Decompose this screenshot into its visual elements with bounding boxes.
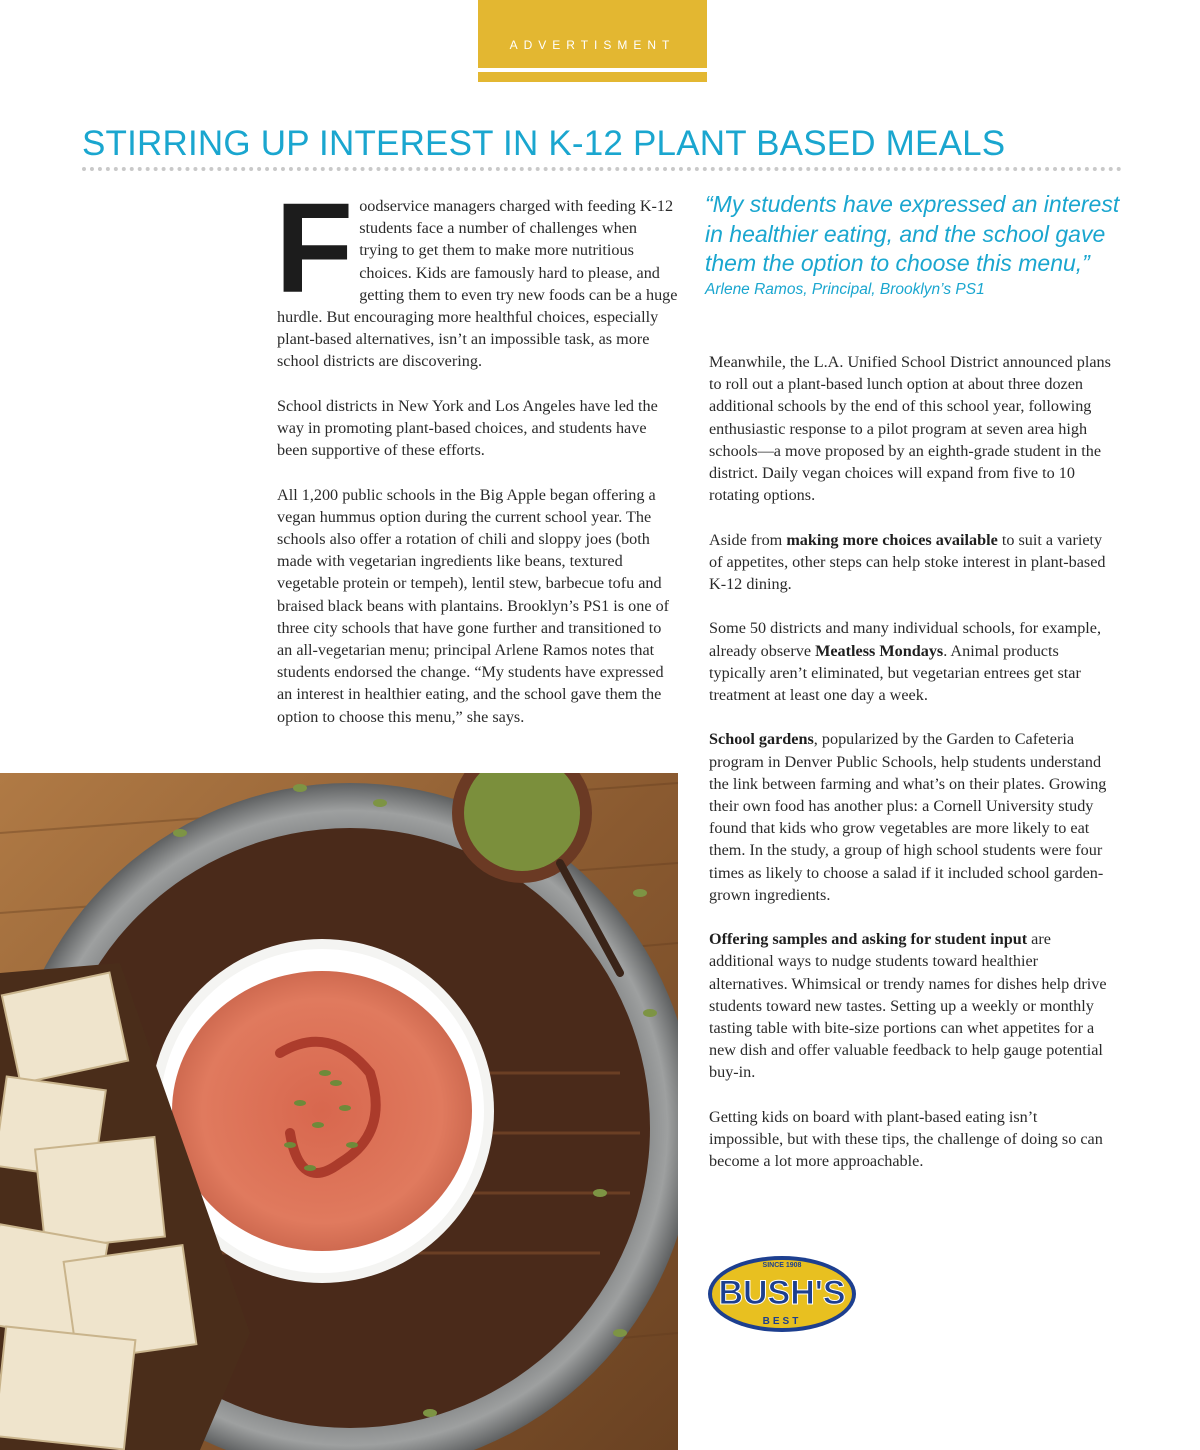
paragraph-5-rest: to suit a variety of appetites, other steps can help stoke interest in plant-based K-12 dining. <box>709 530 1106 594</box>
highlight-samples: Offering samples and asking for student input <box>709 930 1028 949</box>
pull-quote-attribution: Arlene Ramos, Principal, Brooklyn’s PS1 <box>705 280 985 298</box>
advertisement-label: ADVERTISMENT <box>509 38 676 52</box>
paragraph-8-rest: are additional ways to nudge students toward healthier alternatives. Whimsical or trendy names for dishes help drive students toward new tastes. Setting up a weekly or monthly tasting table with bite-size portions can whet appetites for a new dish and offer valuable feedback to help gauge potential buy-in. <box>709 930 1107 1082</box>
body-paragraph-3: All 1,200 public schools in the Big Apple began offering a vegan hummus option during the current school year. The schools also offer a rotation of chili and sloppy joes (both made with vegetarian ingredients like beans, textured vegetable protein or tempeh), lentil stew, barbecue tofu and braised black beans with plantains. Brooklyn’s PS1 is one of three city schools that have gone further and transitioned to an all-vegetarian menu; principal Arlene Ramos notes that students endorsed the change. “My students have expressed an interest in healthier eating, and the school gave them the option to choose this menu,” she says. <box>277 485 670 726</box>
advertisement-tab-rule <box>478 68 707 72</box>
article-headline: STIRRING UP INTEREST IN K-12 PLANT BASED MEALS <box>82 124 1006 163</box>
body-paragraph-8 <box>709 928 1113 1083</box>
hummus-photo <box>0 773 678 1450</box>
body-paragraph-9: Getting kids on board with plant-based eating isn’t impossible, but with these tips, the challenge of doing so can become a lot more approachable. <box>709 1107 1103 1171</box>
left-column <box>275 177 679 750</box>
advertisement-tab <box>478 0 707 82</box>
paragraph-6-rest: . Animal products typically aren’t eliminated, but vegetarian entrees get star treatment at least one day a week. <box>709 641 1081 705</box>
paragraph-7-rest: , popularized by the Garden to Cafeteria program in Denver Public Schools, help students understand the link between farming and what’s on their plates. Growing their own food has another plus: a Cornell University study found that kids who grow vegetables are more likely to eat them. In the study, a group of high school students were four times as likely to choose a salad if it included school garden-grown ingredients. <box>709 730 1107 904</box>
body-paragraph-7 <box>709 728 1113 906</box>
body-paragraph-4: Meanwhile, the L.A. Unified School District announced plans to roll out a plant-based lunch option at about three dozen additional schools by the end of this school year, following enthusiastic response to a pilot program at seven area high schools—a move proposed by an eighth-grade student in the district. Daily vegan choices will expand from five to 10 rotating options. <box>709 353 1111 505</box>
paragraph-5-lead: Aside from <box>709 530 787 549</box>
pull-quote <box>705 190 1125 299</box>
body-paragraph-5 <box>709 529 1113 596</box>
right-column <box>709 351 1113 1195</box>
logo-since-text: SINCE 1908 <box>762 1262 802 1269</box>
highlight-choices: making more choices available <box>786 530 998 549</box>
logo-best-text: BEST <box>762 1316 802 1327</box>
highlight-school-gardens: School gardens <box>709 730 814 749</box>
body-paragraph-2: School districts in New York and Los Angeles have led the way in promoting plant-based choices, and students have been supportive of these efforts. <box>277 396 658 460</box>
highlight-meatless-mondays: Meatless Mondays <box>815 641 944 660</box>
body-paragraph-6 <box>709 617 1113 706</box>
pull-quote-text: “My students have expressed an interest in healthier eating, and the school gave them the option to choose this menu,” <box>705 191 1120 276</box>
drop-cap: F <box>275 177 354 320</box>
headline-divider <box>82 167 1122 171</box>
paragraph-6-lead: Some 50 districts and many individual schools, for example, already observe <box>709 619 1102 660</box>
body-paragraph-1-text: oodservice managers charged with feeding K-12 students face a number of challenges when trying to get them to make more nutritious choices. Kids are famously hard to please, and getting them to even try new foods can be a huge hurdle. But encouraging more healthful choices, especially plant-based alternatives, isn’t an impossible task, as more school districts are discovering. <box>277 197 678 371</box>
body-paragraph-1 <box>275 177 679 373</box>
logo-brand-text: BUSH'S <box>718 1274 846 1312</box>
bushs-best-logo <box>706 1254 858 1334</box>
